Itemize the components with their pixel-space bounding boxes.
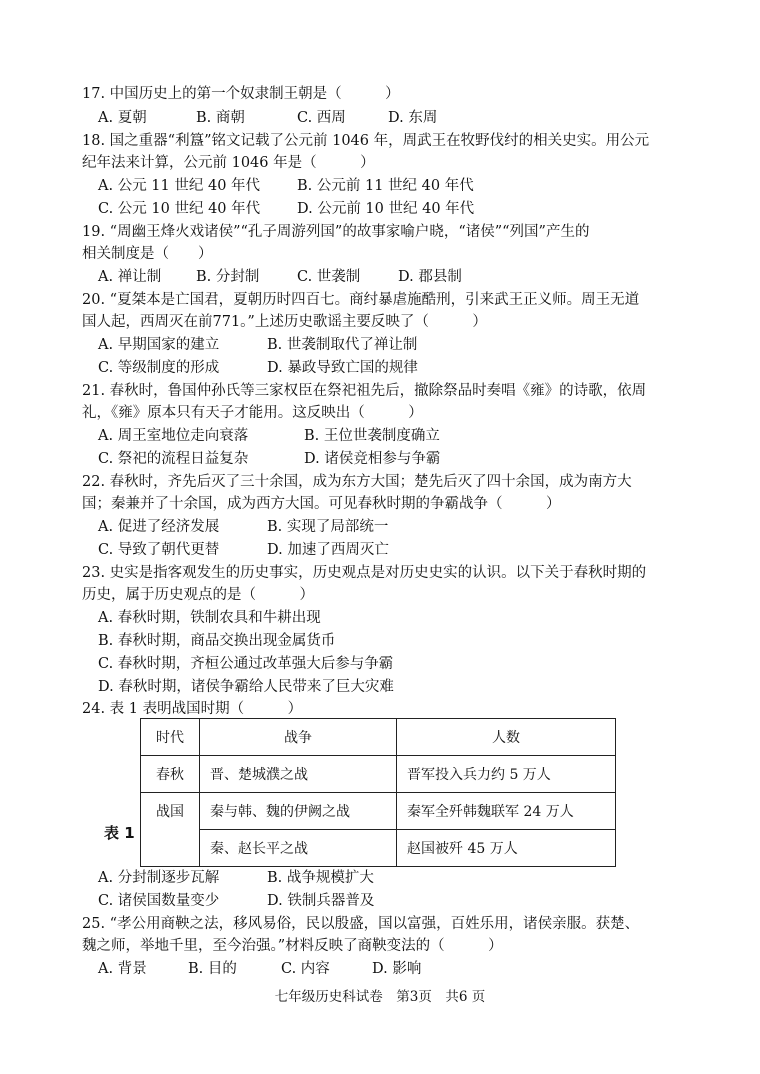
q21-option-c: C. 祭祀的流程日益复杂 <box>98 451 249 467</box>
question-18-stem-line2: 纪年法来计算，公元前 1046 年是（ ） <box>82 155 375 171</box>
table-header-cell: 战争 <box>200 719 397 756</box>
table-row <box>141 793 616 830</box>
table-header-cell: 时代 <box>141 719 200 756</box>
q19-option-a: A. 禅让制 <box>98 269 162 285</box>
table-row <box>141 756 616 793</box>
q17-option-a: A. 夏朝 <box>98 110 147 126</box>
q18-option-b: B. 公元前 11 世纪 40 年代 <box>297 178 474 194</box>
table-cell: 赵国被歼 45 万人 <box>397 830 616 867</box>
question-19-stem-line1: 19. “周幽王烽火戏诸侯”“孔子周游列国”的故事家喻户晓，“诸侯”“列国”产生的 <box>82 224 590 240</box>
table-row <box>141 830 616 867</box>
question-21-stem-line1: 21. 春秋时，鲁国仲孙氏等三家权臣在祭祀祖先后，撤除祭品时奏唱《雍》的诗歌，依周 <box>82 383 647 399</box>
question-22-stem-line1: 22. 春秋时，齐先后灭了三十余国，成为东方大国；楚先后灭了四十余国，成为南方大 <box>82 474 632 490</box>
table-cell: 晋军投入兵力约 5 万人 <box>397 756 616 793</box>
question-22-stem-line2: 国；秦兼并了十余国，成为西方大国。可见春秋时期的争霸战争（ ） <box>82 496 561 512</box>
q21-option-a: A. 周王室地位走向衰落 <box>98 428 249 444</box>
q21-option-b: B. 王位世袭制度确立 <box>304 428 440 444</box>
q19-option-b: B. 分封制 <box>196 269 260 285</box>
q20-option-a: A. 早期国家的建立 <box>98 337 220 353</box>
q22-option-b: B. 实现了局部统一 <box>267 519 389 535</box>
page-footer: 七年级历史科试卷 第3页 共6 页 <box>274 989 486 1005</box>
data-table <box>140 718 616 867</box>
table-cell: 秦、赵长平之战 <box>200 830 397 867</box>
q24-option-a: A. 分封制逐步瓦解 <box>98 870 220 886</box>
q23-option-a: A. 春秋时期，铁制农具和牛耕出现 <box>98 610 321 626</box>
q25-option-b: B. 目的 <box>188 961 237 977</box>
q21-option-d: D. 诸侯竞相参与争霸 <box>304 451 441 467</box>
q23-option-d: D. 春秋时期，诸侯争霸给人民带来了巨大灾难 <box>98 679 394 695</box>
q18-option-d: D. 公元前 10 世纪 40 年代 <box>297 201 475 217</box>
q20-option-d: D. 暴政导致亡国的规律 <box>267 360 418 376</box>
question-23-stem-line1: 23. 史实是指客观发生的历史事实，历史观点是对历史史实的认识。以下关于春秋时期的 <box>82 565 647 581</box>
q22-option-d: D. 加速了西周灭亡 <box>267 542 389 558</box>
question-25-stem-line2: 魏之师，举地千里，至今治强。”材料反映了商鞅变法的（ ） <box>82 938 503 954</box>
question-20-stem-line2: 国人起，西周灭在前771。”上述历史歌谣主要反映了（ ） <box>82 314 487 330</box>
table-label: 表 1 <box>104 824 135 842</box>
q17-option-b: B. 商朝 <box>196 110 245 126</box>
q22-option-c: C. 导致了朝代更替 <box>98 542 220 558</box>
table-cell: 秦与韩、魏的伊阙之战 <box>200 793 397 830</box>
question-18-stem-line1: 18. 国之重器“利簋”铭文记载了公元前 1046 年，周武王在牧野伐纣的相关史实。用公元 <box>82 133 650 149</box>
q20-option-c: C. 等级制度的形成 <box>98 360 220 376</box>
question-25-stem-line1: 25. “孝公用商鞅之法，移风易俗，民以殷盛，国以富强，百姓乐用，诸侯亲服。获楚、 <box>82 916 640 932</box>
q20-option-b: B. 世袭制取代了禅让制 <box>267 337 418 353</box>
table-header-row <box>141 719 616 756</box>
question-24-stem: 24. 表 1 表明战国时期（ ） <box>82 701 303 717</box>
q18-option-c: C. 公元 10 世纪 40 年代 <box>98 201 261 217</box>
table-cell: 春秋 <box>141 756 200 793</box>
q23-option-b: B. 春秋时期，商品交换出现金属货币 <box>98 633 336 649</box>
question-23-stem-line2: 历史，属于历史观点的是（ ） <box>82 587 314 603</box>
q24-option-c: C. 诸侯国数量变少 <box>98 893 220 909</box>
table-header-cell: 人数 <box>397 719 616 756</box>
q25-option-c: C. 内容 <box>281 961 330 977</box>
q19-option-d: D. 郡县制 <box>398 269 462 285</box>
question-21-stem-line2: 礼，《雍》原本只有天子才能用。这反映出（ ） <box>82 405 423 421</box>
q22-option-a: A. 促进了经济发展 <box>98 519 220 535</box>
question-19-stem-line2: 相关制度是（ ） <box>82 246 213 262</box>
table-cell: 晋、楚城濮之战 <box>200 756 397 793</box>
q19-option-c: C. 世袭制 <box>297 269 361 285</box>
q24-option-d: D. 铁制兵器普及 <box>267 893 375 909</box>
q17-option-c: C. 西周 <box>297 110 346 126</box>
table-cell: 秦军全歼韩魏联军 24 万人 <box>397 793 616 830</box>
q25-option-d: D. 影响 <box>372 961 422 977</box>
q17-option-d: D. 东周 <box>388 110 438 126</box>
q24-option-b: B. 战争规模扩大 <box>267 870 374 886</box>
q25-option-a: A. 背景 <box>98 961 147 977</box>
q18-option-a: A. 公元 11 世纪 40 年代 <box>98 178 261 194</box>
q23-option-c: C. 春秋时期，齐桓公通过改革强大后参与争霸 <box>98 656 394 672</box>
table-cell: 战国 <box>141 793 200 867</box>
question-20-stem-line1: 20. “夏桀本是亡国君，夏朝历时四百七。商纣暴虐施酷刑，引来武王正义师。周王无道 <box>82 292 640 308</box>
question-17-stem: 17. 中国历史上的第一个奴隶制王朝是（ ） <box>82 86 400 102</box>
